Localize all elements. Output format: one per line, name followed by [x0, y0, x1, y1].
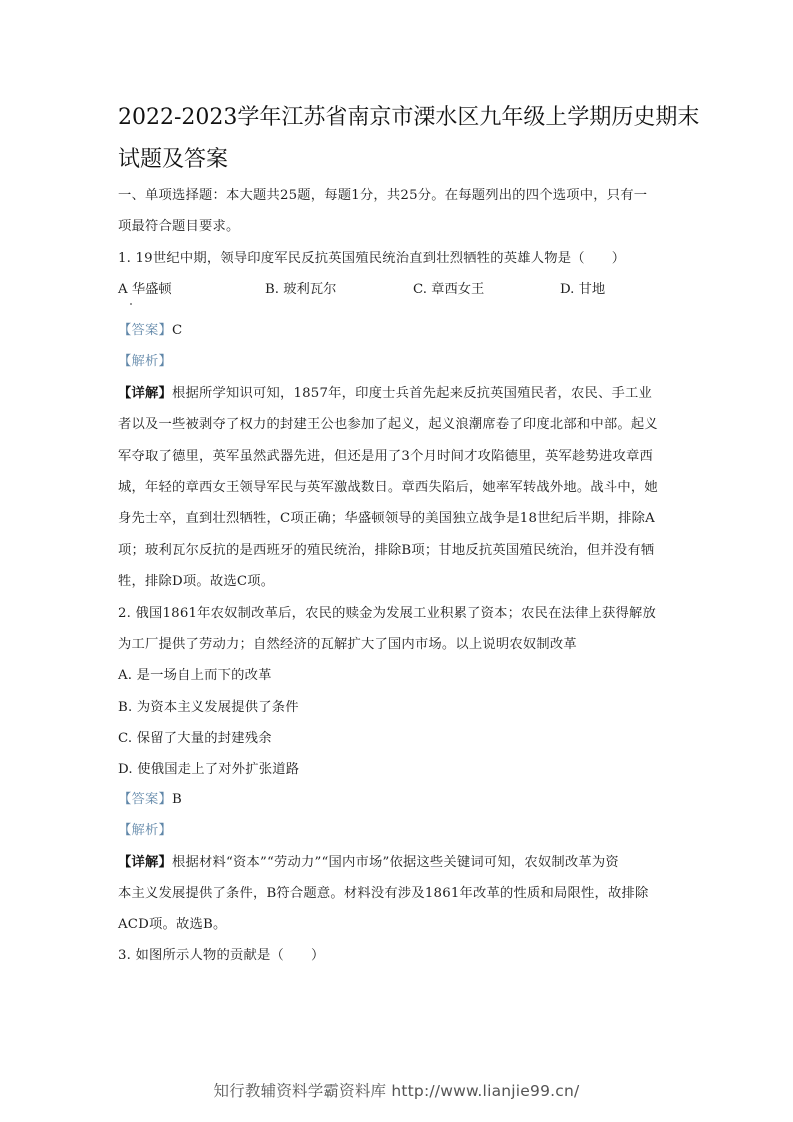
- section-intro-cont: 项最符合题目要求。: [118, 219, 240, 234]
- question-1-detail-line: 牲，排除D项。故选C项。: [118, 574, 275, 589]
- question-2-option-a: A. 是一场自上而下的改革: [118, 668, 272, 683]
- detail-tag: 【详解】: [118, 386, 172, 401]
- detail-tag: 【详解】: [118, 855, 172, 870]
- question-2-answer: [118, 792, 688, 808]
- answer-tag: 【答案】: [118, 323, 172, 338]
- question-1-option-b: B. 玻利瓦尔: [265, 282, 337, 297]
- question-3-stem: 3. 如图所示人物的贡献是（ ）: [118, 948, 325, 963]
- question-2-option-b: B. 为资本主义发展提供了条件: [118, 700, 299, 715]
- answer-tag: 【答案】: [118, 792, 172, 807]
- question-2-detail-line: 本主义发展提供了条件，B符合题意。材料没有涉及1861年改革的性质和局限性，故排除: [118, 886, 649, 901]
- question-2-analysis: [118, 823, 688, 839]
- document-title-line-1: 2022-2023学年江苏省南京市溧水区九年级上学期历史期末: [118, 105, 700, 130]
- question-1-option-a: A 华盛顿: [118, 282, 172, 297]
- question-1-detail-line: 者以及一些被剥夺了权力的封建王公也参加了起义，起义浪潮席卷了印度北部和中部。起义: [118, 417, 658, 432]
- section-intro: 一、单项选择题：本大题共25题，每题1分，共25分。在每题列出的四个选项中，只有一: [118, 188, 648, 203]
- question-1-analysis: [118, 354, 688, 370]
- question-1-detail-line: 身先士卒，直到壮烈牺牲，C项正确；华盛顿领导的美国独立战争是18世纪后半期，排除A: [118, 511, 655, 526]
- analysis-tag: 【解析】: [118, 823, 172, 838]
- question-1-detail-line: 军夺取了德里，英军虽然武器先进，但还是用了3个月时间才攻陷德里，英军趁势进攻章西: [118, 449, 654, 464]
- question-2-detail-line: ACD项。故选B。: [118, 917, 227, 932]
- question-2-option-d: D. 使俄国走上了对外扩张道路: [118, 762, 300, 777]
- answer-value: B: [172, 792, 182, 807]
- question-2-stem-cont: 为工厂提供了劳动力；自然经济的瓦解扩大了国内市场。以上说明农奴制改革: [118, 637, 577, 652]
- stray-dot: [130, 303, 132, 305]
- question-1-answer: [118, 323, 688, 339]
- document-title-line-2: 试题及答案: [118, 147, 229, 172]
- question-1-option-c: C. 章西女王: [413, 282, 485, 297]
- page-footer-watermark: 知行教辅资料学霸资料库 http://www.lianjie99.cn/: [213, 1082, 580, 1100]
- question-1-detail-line: 城，年轻的章西女王领导军民与英军激战数日。章西失陷后，她率军转战外地。战斗中，她: [118, 480, 658, 495]
- question-1-option-d: D. 甘地: [560, 282, 606, 297]
- question-2-stem: 2. 俄国1861年农奴制改革后，农民的赎金为发展工业积累了资本；农民在法律上获得解放: [118, 606, 657, 621]
- question-1-detail-line: 【详解】根据所学知识可知，1857年，印度士兵首先起来反抗英国殖民者，农民、手工业: [118, 386, 653, 401]
- question-1-detail-line: 项；玻利瓦尔反抗的是西班牙的殖民统治，排除B项；甘地反抗英国殖民统治，但并没有牺: [118, 543, 655, 558]
- analysis-tag: 【解析】: [118, 354, 172, 369]
- question-2-detail-line: 【详解】根据材料“资本”“劳动力”“国内市场”依据这些关键词可知，农奴制改革为资: [118, 855, 619, 870]
- question-2-option-c: C. 保留了大量的封建残余: [118, 731, 272, 746]
- question-1-stem: 1. 19世纪中期，领导印度军民反抗英国殖民统治直到壮烈牺牲的英雄人物是（ ）: [118, 251, 626, 266]
- answer-value: C: [172, 323, 183, 338]
